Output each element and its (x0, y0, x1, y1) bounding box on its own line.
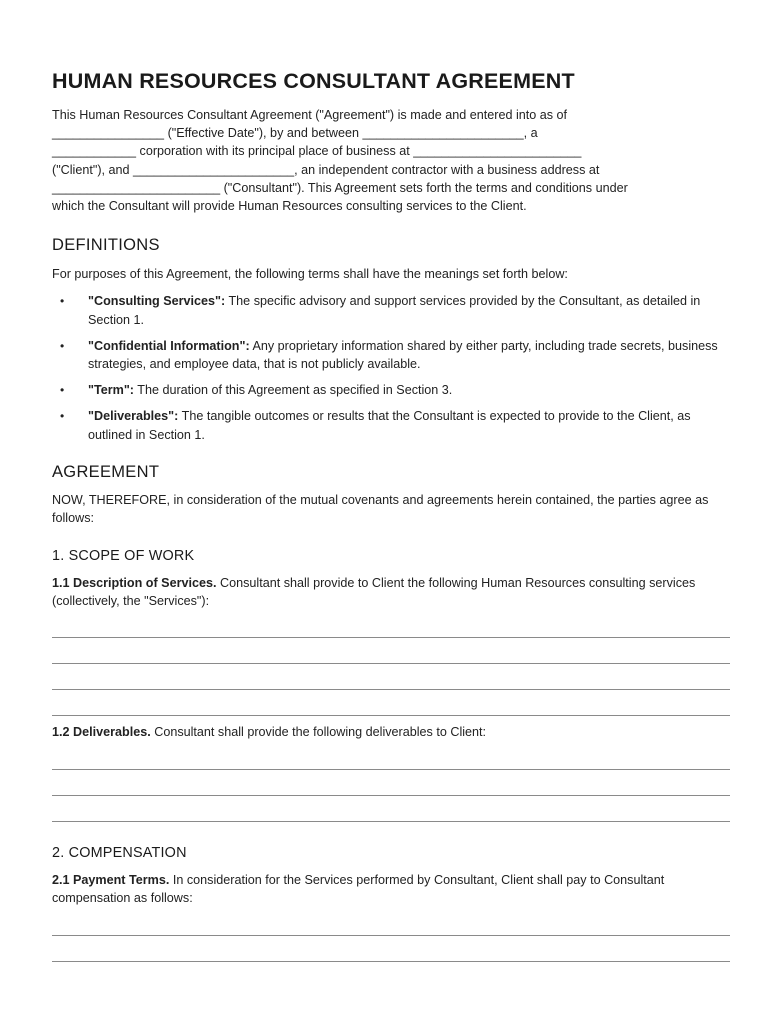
section-2-1 (52, 871, 722, 907)
definition-term: "Consulting Services": (88, 294, 226, 309)
section-1-1-text: Consultant shall provide to Client the following Human Resources consulting services (collectively, the "Services"): (52, 576, 696, 609)
blank-fill-line[interactable] (52, 641, 722, 667)
intro-line: This Human Resources Consultant Agreement ("Agreement") is made and entered into as of (52, 108, 568, 122)
document-title: HUMAN RESOURCES CONSULTANT AGREEMENT (52, 69, 575, 93)
bullet-icon: • (60, 409, 65, 424)
scope-heading: 1. SCOPE OF WORK (52, 548, 195, 565)
intro-line: which the Consultant will provide Human Resources consulting services to the Client. (52, 199, 527, 214)
blank-fill-line[interactable] (52, 667, 722, 693)
section-1-2-text: Consultant shall provide the following deliverables to Client: (150, 724, 487, 739)
section-1-2-label: 1.2 Deliverables. (52, 724, 151, 739)
section-1-1 (52, 574, 722, 610)
blank-fill-line[interactable] (52, 747, 722, 773)
bullet-icon: • (60, 294, 65, 309)
definitions-list (52, 292, 722, 443)
definition-text: The duration of this Agreement as specified in Section 3. (134, 383, 453, 398)
intro-line: ________________________ ("Consultant"). This Agreement sets forth the terms and conditions under (52, 180, 628, 195)
definitions-intro: For purposes of this Agreement, the following terms shall have the meanings set forth below: (52, 267, 568, 282)
compensation-heading: 2. COMPENSATION (52, 844, 187, 861)
section-1-2 (52, 723, 722, 741)
definition-term: "Confidential Information": (88, 338, 250, 353)
definition-item (52, 337, 722, 373)
definition-term: "Term": (88, 383, 134, 398)
agreement-heading: AGREEMENT (52, 462, 160, 481)
blank-fill-line[interactable] (52, 913, 722, 939)
blank-fill-line[interactable] (52, 693, 722, 719)
section-2-1-label: 2.1 Payment Terms. (52, 872, 170, 887)
bullet-icon: • (60, 383, 65, 398)
deliverables-blank-lines (52, 747, 722, 825)
payment-blank-lines (52, 913, 722, 965)
section-2-1-text: In consideration for the Services performed by Consultant, Client shall pay to Consultant compensation as follows: (52, 872, 665, 906)
intro-line: ________________ ("Effective Date"), by and between _______________________, a (52, 126, 538, 141)
intro-line: ____________ corporation with its principal place of business at ________________________ (52, 144, 582, 159)
blank-fill-line[interactable] (52, 615, 722, 641)
definitions-heading: DEFINITIONS (52, 236, 160, 255)
definition-text: Any proprietary information shared by either party, including trade secrets, business strategies, and employee data, that is not publicly available. (88, 338, 718, 372)
section-1-1-label: 1.1 Description of Services. (52, 576, 217, 591)
definition-text: The tangible outcomes or results that the Consultant is expected to provide to the Client, as outlined in Section 1. (88, 409, 691, 442)
definition-term: "Deliverables": (88, 409, 179, 424)
definition-item (52, 381, 722, 399)
definition-item (52, 407, 722, 443)
definition-item (52, 292, 722, 328)
blank-fill-line[interactable] (52, 799, 722, 825)
agreement-intro: NOW, THEREFORE, in consideration of the mutual covenants and agreements herein contained, the parties agree as follows: (52, 492, 709, 526)
intro-line: ("Client"), and _______________________, an independent contractor with a business address at (52, 162, 600, 177)
intro-paragraph (52, 106, 722, 215)
definition-text: The specific advisory and support services provided by the Consultant, as detailed in Section 1. (88, 294, 701, 327)
document-body (52, 66, 722, 965)
blank-fill-line[interactable] (52, 773, 722, 799)
services-blank-lines (52, 615, 722, 719)
bullet-icon: • (60, 338, 65, 353)
blank-fill-line[interactable] (52, 939, 722, 965)
